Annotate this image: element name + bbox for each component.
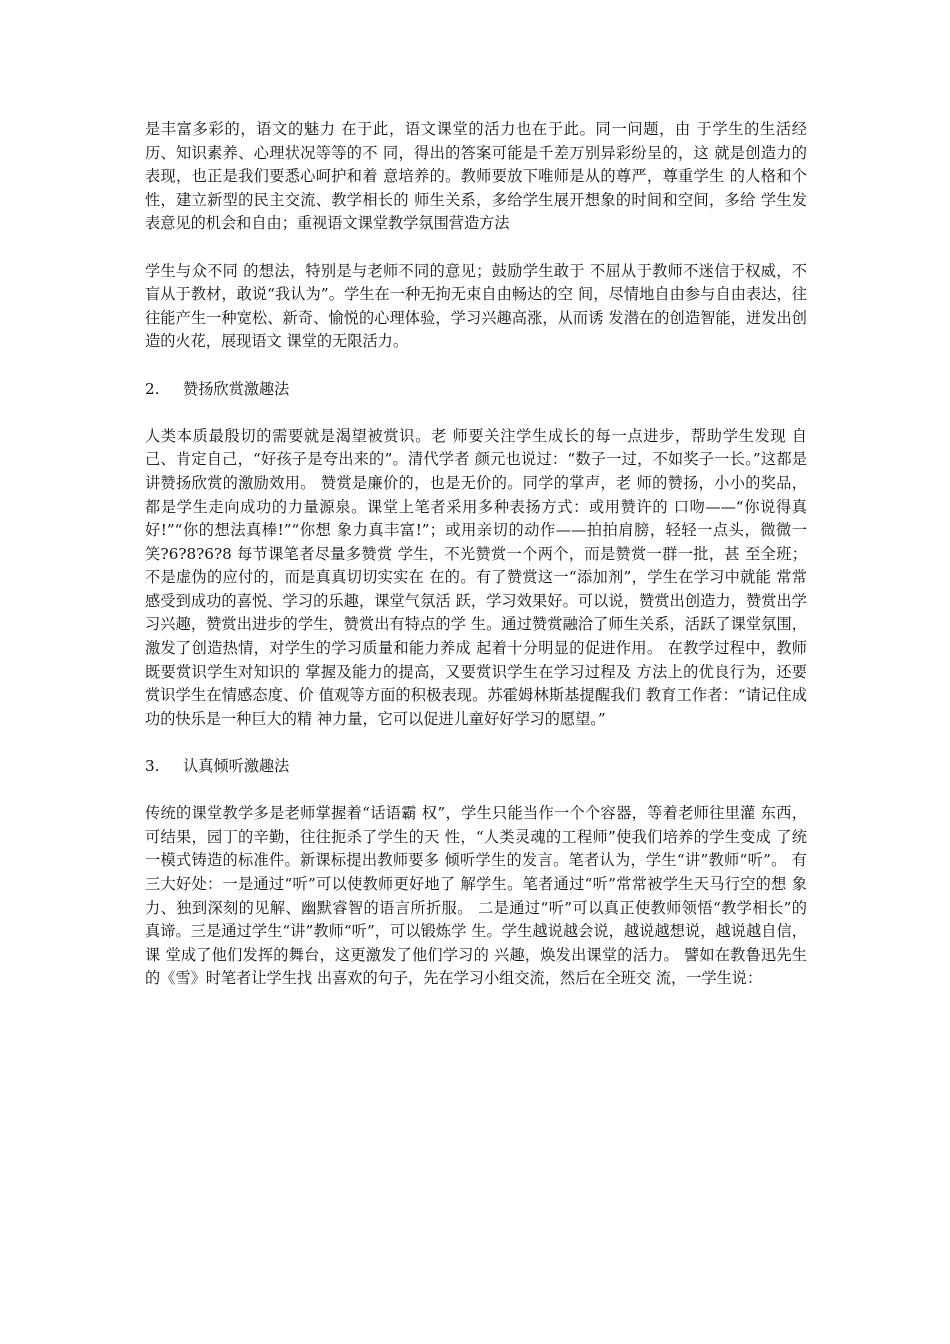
document-page: [145, 118, 807, 1015]
paragraph-1: 是丰富多彩的，语文的魅力 在于此，语文课堂的活力也在于此。同一问题，由 于学生的生活经历、知识素养、心理状况等等的不 同，得出的答案可能是千差万别异彩纷呈的，这 就是创造力的表现，也正是我们要悉心呵护和着 意培养的。教师要放下唯师是从的尊严，尊重学生 的人格和个性，建立新型的民主交流、教学相长的 师生关系，多给学生展开想象的时间和空间，多给 学生发表意见的机会和自由；重视语文课堂教学氛围营造方法: [145, 120, 807, 233]
section-2-number: 2.: [145, 379, 160, 398]
section-3-title: 认真倾听激趣法: [183, 757, 290, 776]
section-3-number: 3.: [145, 757, 160, 776]
paragraph-2: 学生与众不同 的想法，特别是与老师不同的意见；鼓励学生敢于 不屈从于教师不迷信于权威，不盲从于教材，敢说“我认为”。学生在一种无拘无束自由畅达的空 间，尽情地自由参与自由表达，往往能产生一种宽松、新奇、愉悦的心理体验，学习兴趣高涨，从而诱 发潜在的创造智能，迸发出创造的火花，展现语文 课堂的无限活力。: [145, 261, 807, 351]
section-2-heading: [145, 378, 807, 402]
section-3-heading: [145, 755, 807, 779]
section-2-title: 赞扬欣赏激趣法: [183, 379, 290, 398]
section-3-body: 传统的课堂教学多是老师掌握着“话语霸 权”，学生只能当作一个个容器，等着老师往里灌 东西，可结果，园丁的辛勤，往往扼杀了学生的天 性，“人类灵魂的工程师”使我们培养的学生变成 了统一模式铸造的标准件。新课标提出教师要多 倾听学生的发言。笔者认为，学生“讲”教师“听”。 有三大好处：一是通过“听”可以使教师更好地了 解学生。笔者通过“听”常常被学生天马行空的想 象力、独到深刻的见解、幽默睿智的语言所折服。 二是通过“听”可以真正使教师领悟“教学相长”的 真谛。三是通过学生“讲”教师“听”，可以锻炼学 生。学生越说越会说，越说越想说，越说越自信，课 堂成了他们发挥的舞台，这更激发了他们学习的 兴趣，焕发出课堂的活力。 譬如在教鲁迅先生的《雪》时笔者让学生找 出喜欢的句子，先在学习小组交流，然后在全班交 流，一学生说：: [145, 804, 807, 988]
section-2-body: 人类本质最殷切的需要就是渴望被赏识。老 师要关注学生成长的每一点进步，帮助学生发现 自己、肯定自己，“好孩子是夸出来的”。清代学者 颜元也说过：“数子一过，不如奖子一长。”这都是 讲赞扬欣赏的激励效用。 赞赏是廉价的，也是无价的。同学的掌声，老 师的赞扬，小小的奖品，都是学生走向成功的力量源泉。课堂上笔者采用多种表扬方式：或用赞许的 口吻——“你说得真好!”“你的想法真棒!”“你想 象力真丰富!”；或用亲切的动作——拍拍肩膀，轻轻一点头，微微一笑?6?8?6?8 每节课笔者尽量多赞赏 学生，不光赞赏一个两个，而是赞赏一群一批，甚 至全班；不是虚伪的应付的，而是真真切切实实在 在的。有了赞赏这一“添加剂”，学生在学习中就能 常常感受到成功的喜悦、学习的乐趣，课堂气氛活 跃，学习效果好。可以说，赞赏出创造力，赞赏出学 习兴趣，赞赏出进步的学生，赞赏出有特点的学 生。通过赞赏融洽了师生关系，活跃了课堂氛围， 激发了创造热情，对学生的学习质量和能力养成 起着十分明显的促进作用。 在教学过程中，教师既要赏识学生对知识的 掌握及能力的提高，又要赏识学生在学习过程及 方法上的优良行为，还要赏识学生在情感态度、价 值观等方面的积极表现。苏霍姆林斯基提醒我们 教育工作者：“请记住成功的快乐是一种巨大的精 神力量，它可以促进儿童好好学习的愿望。”: [145, 426, 807, 728]
